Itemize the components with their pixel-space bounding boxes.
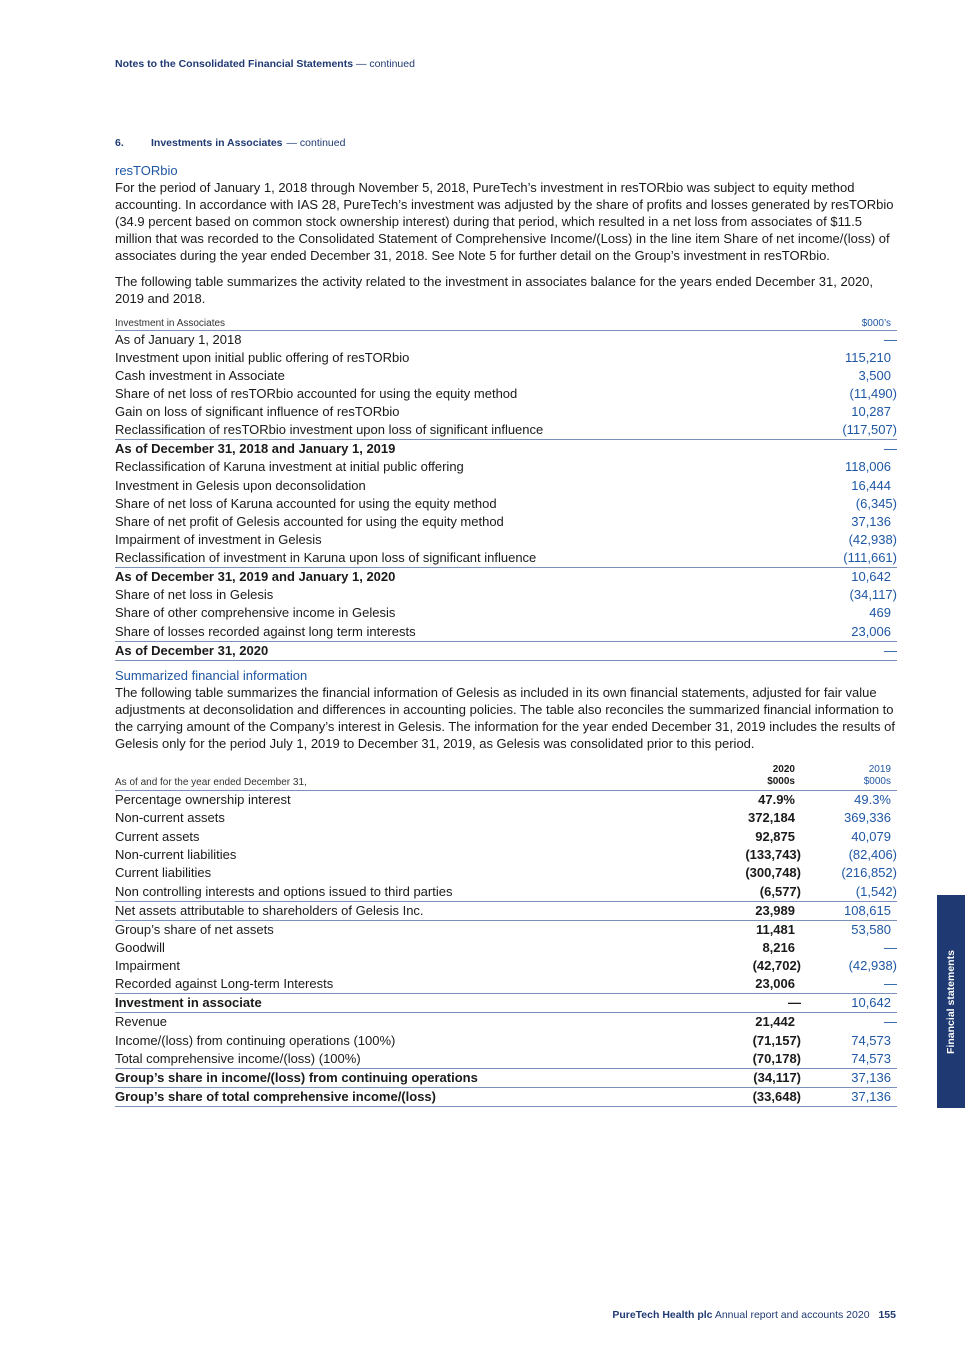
- row-value: 23,006: [808, 623, 897, 642]
- value-2019: 369,336: [844, 810, 891, 826]
- row-value: 10,642: [851, 569, 891, 585]
- value-2019: 74,573: [851, 1032, 891, 1048]
- table-header-row: [115, 314, 897, 330]
- table-row: [115, 476, 897, 494]
- value-2020: 21,442: [755, 1014, 795, 1030]
- table-row: [115, 939, 897, 957]
- row-value: (11,490): [849, 385, 897, 401]
- column-header-2020-year: 2020: [772, 764, 795, 776]
- column-header-label: As of and for the year ended December 31,: [115, 761, 701, 791]
- table-row: [115, 1087, 897, 1106]
- value-2019: —: [801, 975, 897, 994]
- row-value: —: [884, 331, 897, 347]
- table-row: [115, 623, 897, 642]
- table-row: [115, 901, 897, 920]
- value-2020: (33,648): [701, 1087, 801, 1106]
- row-label: Income/(loss) from continuing operations (100%): [115, 1032, 396, 1048]
- row-label: Share of net profit of Gelesis accounted for using the equity method: [115, 513, 504, 529]
- investment-in-associates-table: [115, 314, 897, 661]
- row-label: Group’s share of net assets: [115, 921, 274, 937]
- table-row: [115, 809, 897, 827]
- value-2020: (71,157): [752, 1032, 801, 1048]
- row-label: Investment in associate: [115, 994, 701, 1013]
- row-label: Recorded against Long-term Interests: [115, 975, 701, 994]
- row-label: Share of losses recorded against long term interests: [115, 623, 808, 642]
- value-2019: 53,580: [851, 921, 891, 937]
- value-2019: (82,406): [848, 847, 897, 863]
- row-value: (42,938): [848, 532, 897, 548]
- table-row: [115, 549, 897, 568]
- value-2020: (300,748): [745, 865, 801, 881]
- summarized-paragraph: The following table summarizes the financial information of Gelesis as included in its own financial statements, adjusted for fair value adjustments at deconsolidation and differences in accounting policies. The table also reconciles the summarized financial information to the carrying amount of the Company’s interest in Gelesis. The information for the year ended December 31, 2019 includes the results of Gelesis only for the period July 1, 2019 to December 31, 2019, as Gelesis was consolidated prior to this period.: [115, 684, 895, 751]
- side-tab-label: Financial statements: [945, 949, 957, 1054]
- table-row: [115, 568, 897, 587]
- row-label: Net assets attributable to shareholders of Gelesis Inc.: [115, 901, 701, 920]
- table-row: [115, 367, 897, 385]
- table-row: [115, 513, 897, 531]
- value-2020: 8,216: [762, 939, 795, 955]
- column-header-2020-unit: $000s: [767, 776, 795, 788]
- row-label: Non-current liabilities: [115, 847, 237, 863]
- table-row: [115, 1050, 897, 1069]
- row-label: Current assets: [115, 828, 200, 844]
- row-value: 16,444: [851, 477, 891, 493]
- table-row: [115, 641, 897, 660]
- table-row: [115, 864, 897, 882]
- restorbio-paragraph-1: For the period of January 1, 2018 through November 5, 2018, PureTech’s investment in resTORbio was subject to equity method accounting. In accordance with IAS 28, PureTech’s investment was adjusted by the share of profits and losses generated by resTORbio (34.9 percent based on common stock ownership interest) during that period, which resulted in a net loss from associates of $11.5 million that was recorded to the Consolidated Statement of Comprehensive Income/(Loss) in the line item Share of net income/(loss) of associates during the year ended December 31, 2018. See Note 5 for further detail on the Group’s investment in resTORbio.: [115, 180, 894, 263]
- row-label: Share of net loss in Gelesis: [115, 587, 274, 603]
- running-header-continued: — continued: [355, 58, 415, 70]
- row-label: Gain on loss of significant influence of resTORbio: [115, 404, 400, 420]
- gelesis-summary-table: [115, 761, 897, 1107]
- table-row: [115, 403, 897, 421]
- column-header-2020: [701, 761, 801, 791]
- value-2020: (34,117): [701, 1068, 801, 1087]
- row-label: Share of other comprehensive income in Gelesis: [115, 605, 396, 621]
- financial-statements-tab[interactable]: [937, 895, 965, 1108]
- footer-company: PureTech Health plc: [612, 1309, 713, 1321]
- table-row: [115, 827, 897, 845]
- column-header-2019-unit: $000s: [863, 776, 891, 788]
- row-label: Reclassification of investment in Karuna upon loss of significant influence: [115, 549, 808, 568]
- row-label: As of December 31, 2020: [115, 641, 808, 660]
- row-label: Group’s share in income/(loss) from continuing operations: [115, 1068, 701, 1087]
- row-label: Goodwill: [115, 939, 165, 955]
- row-label: Investment in Gelesis upon deconsolidation: [115, 477, 366, 493]
- row-value: —: [808, 641, 897, 660]
- value-2019: —: [884, 1014, 897, 1030]
- section-number: 6.: [115, 137, 124, 149]
- page-content: [115, 162, 897, 1107]
- value-2019: 49.3%: [854, 792, 891, 808]
- row-label: Reclassification of resTORbio investment upon loss of significant influence: [115, 421, 808, 440]
- row-value: 3,500: [858, 367, 891, 383]
- value-2020: 23,989: [701, 901, 801, 920]
- table-row: [115, 883, 897, 902]
- value-2019: 74,573: [801, 1050, 897, 1069]
- page-footer: [612, 1309, 896, 1321]
- table-row: [115, 421, 897, 440]
- running-header-title: Notes to the Consolidated Financial Statements: [115, 58, 354, 70]
- summarized-heading: Summarized financial information: [115, 667, 308, 683]
- value-2020: 47.9%: [758, 792, 795, 808]
- table-row: [115, 440, 897, 459]
- row-label: Cash investment in Associate: [115, 367, 285, 383]
- row-label: Non controlling interests and options issued to third parties: [115, 883, 701, 902]
- row-label: Non-current assets: [115, 810, 225, 826]
- row-value: (6,345): [855, 495, 897, 511]
- value-2020: (133,743): [745, 847, 801, 863]
- row-label: Percentage ownership interest: [115, 792, 291, 808]
- section-continued: — continued: [286, 137, 346, 149]
- section-heading: [115, 137, 345, 149]
- row-value: 37,136: [851, 513, 891, 529]
- row-value: (111,661): [808, 549, 897, 568]
- row-label: Impairment: [115, 958, 181, 974]
- table-row: [115, 791, 897, 810]
- footer-report: Annual report and accounts 2020: [714, 1309, 870, 1321]
- row-value: 469: [869, 605, 891, 621]
- page-number: 155: [878, 1309, 896, 1321]
- row-label: As of December 31, 2019 and January 1, 2020: [115, 569, 396, 585]
- table-header-row: [115, 761, 897, 791]
- value-2019: (1,542): [801, 883, 897, 902]
- row-label: Revenue: [115, 1014, 168, 1030]
- value-2020: 92,875: [755, 828, 795, 844]
- restorbio-paragraph-2: The following table summarizes the activity related to the investment in associates balance for the years ended December 31, 2020, 2019 and 2018.: [115, 274, 874, 306]
- running-header: [115, 58, 415, 70]
- table-row: [115, 975, 897, 994]
- table-row: [115, 846, 897, 864]
- table-row: [115, 458, 897, 476]
- value-2020: —: [701, 994, 801, 1013]
- section-title: Investments in Associates: [151, 137, 283, 149]
- column-header-2019: [801, 761, 897, 791]
- column-header-value: $000’s: [808, 314, 897, 330]
- row-label: Reclassification of Karuna investment at initial public offering: [115, 459, 464, 475]
- value-2020: (6,577): [701, 883, 801, 902]
- row-value: —: [884, 441, 897, 457]
- value-2019: (42,938): [848, 958, 897, 974]
- row-label: As of January 1, 2018: [115, 331, 242, 347]
- row-label: Group’s share of total comprehensive income/(loss): [115, 1087, 701, 1106]
- row-label: As of December 31, 2018 and January 1, 2019: [115, 441, 396, 457]
- table-row: [115, 330, 897, 349]
- value-2019: 108,615: [801, 901, 897, 920]
- row-value: (117,507): [808, 421, 897, 440]
- value-2020: 372,184: [748, 810, 795, 826]
- row-label: Investment upon initial public offering of resTORbio: [115, 349, 410, 365]
- table-row: [115, 1013, 897, 1032]
- value-2020: (42,702): [752, 958, 801, 974]
- table-row: [115, 385, 897, 403]
- row-label: Share of net loss of Karuna accounted for using the equity method: [115, 495, 497, 511]
- value-2020: 11,481: [755, 921, 795, 937]
- column-header-2019-year: 2019: [868, 764, 891, 776]
- row-value: 115,210: [844, 349, 891, 365]
- table-row: [115, 495, 897, 513]
- value-2019: 37,136: [801, 1068, 897, 1087]
- row-label: Share of net loss of resTORbio accounted for using the equity method: [115, 385, 518, 401]
- value-2019: (216,852): [841, 865, 897, 881]
- table-row: [115, 586, 897, 604]
- column-header-label: Investment in Associates: [115, 314, 808, 330]
- row-value: (34,117): [849, 587, 897, 603]
- value-2020: (70,178): [701, 1050, 801, 1069]
- row-label: Current liabilities: [115, 865, 212, 881]
- value-2020: 23,006: [701, 975, 801, 994]
- table-row: [115, 920, 897, 939]
- table-row: [115, 531, 897, 549]
- table-row: [115, 349, 897, 367]
- table-row: [115, 604, 897, 622]
- table-row: [115, 1068, 897, 1087]
- table-row: [115, 994, 897, 1013]
- value-2019: —: [884, 939, 897, 955]
- row-label: Total comprehensive income/(loss) (100%): [115, 1050, 701, 1069]
- table-row: [115, 957, 897, 975]
- row-value: 10,287: [851, 404, 891, 420]
- row-value: 118,006: [844, 459, 891, 475]
- value-2019: 37,136: [801, 1087, 897, 1106]
- restorbio-heading: resTORbio: [115, 163, 178, 178]
- row-label: Impairment of investment in Gelesis: [115, 532, 322, 548]
- table-row: [115, 1031, 897, 1049]
- value-2019: 10,642: [801, 994, 897, 1013]
- value-2019: 40,079: [851, 828, 891, 844]
